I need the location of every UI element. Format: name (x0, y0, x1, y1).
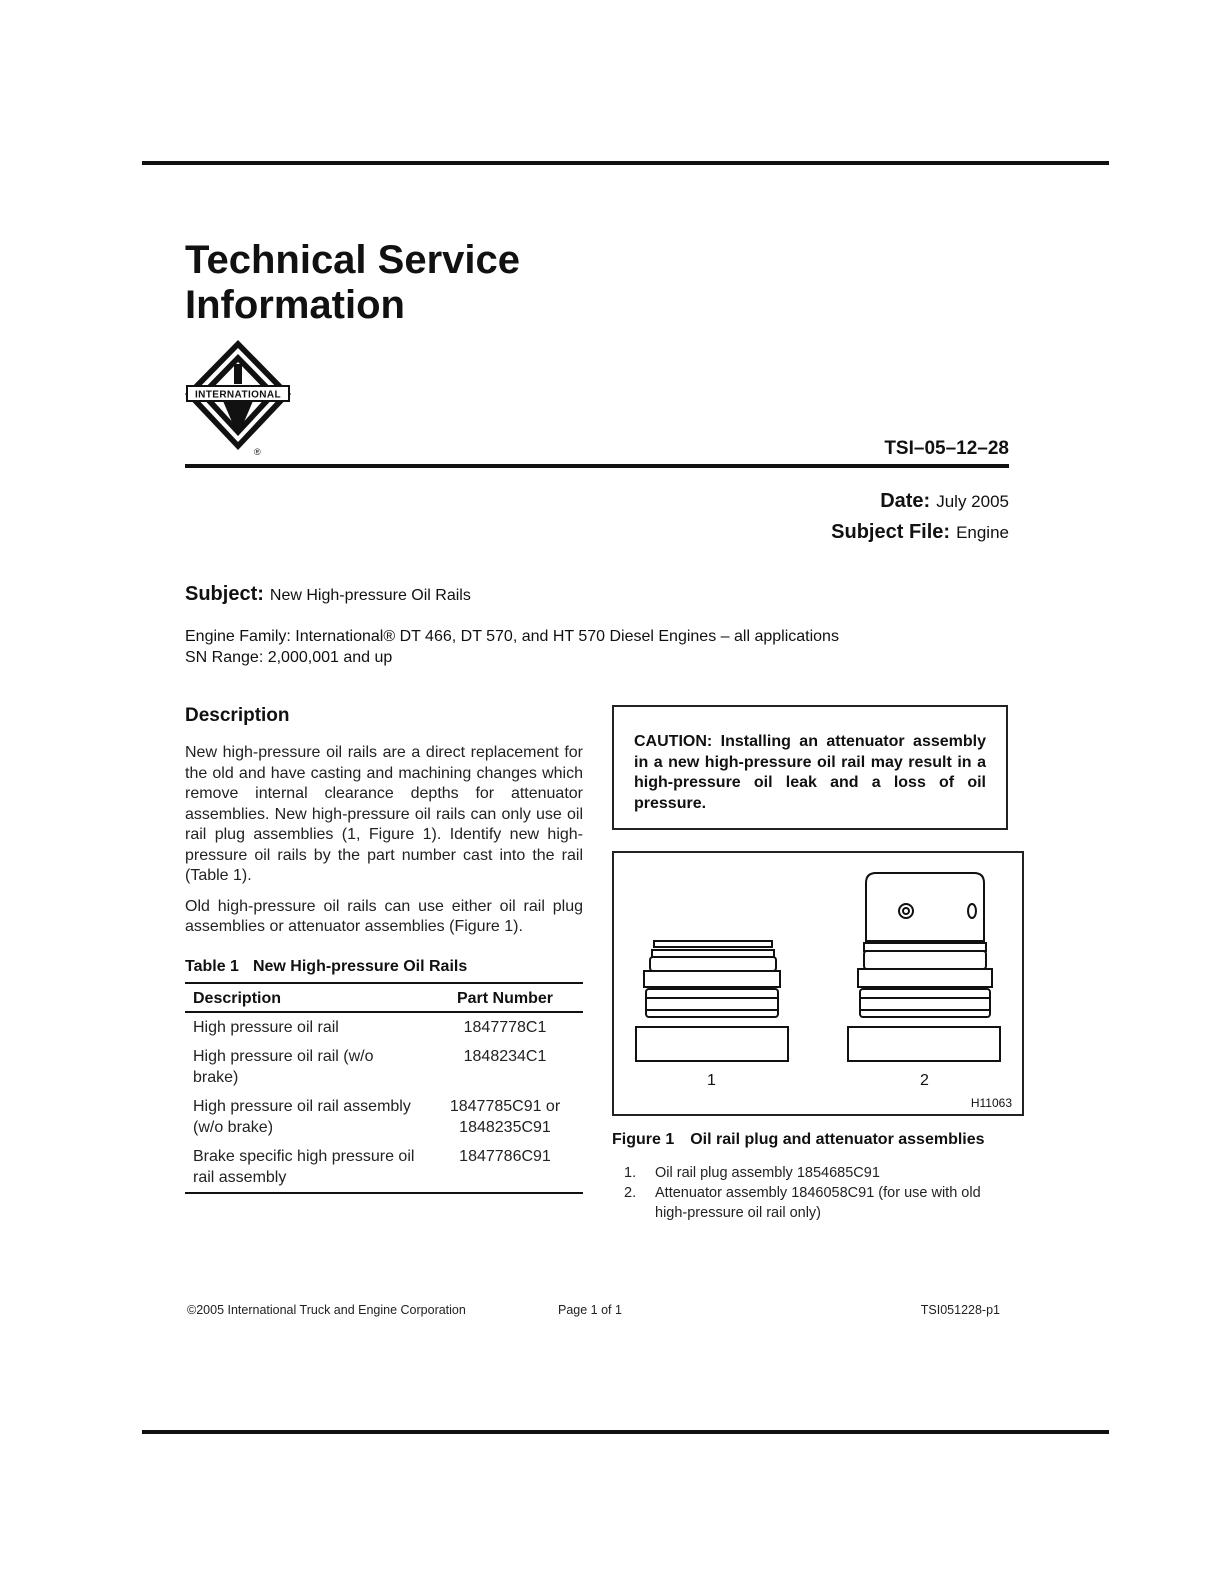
description-section (185, 705, 583, 1194)
row-part-number: 1847778C1 (463, 1018, 547, 1036)
footer-doc-code: TSI051228-p1 (920, 1303, 1000, 1317)
oil-rails-table (185, 982, 583, 1195)
figure-code: H11063 (970, 1096, 1012, 1110)
figure-caption-number: Figure 1 (612, 1131, 675, 1148)
page-title (185, 238, 520, 328)
row-description: High pressure oil rail assembly (w/o brake) (193, 1098, 411, 1136)
table-row (185, 1042, 583, 1092)
list-item (624, 1163, 1014, 1183)
header-rule (185, 464, 1009, 468)
table-caption-number: Table 1 (185, 957, 239, 975)
list-item-number: 2. (624, 1185, 637, 1201)
logo-registered-mark: ® (254, 447, 261, 457)
row-part-number: 1847786C91 (427, 1142, 583, 1193)
description-paragraph-2: Old high-pressure oil rails can use either oil rail plug assemblies or attenuator assemblies (Figure 1). (185, 897, 583, 935)
caution-box (612, 705, 1008, 830)
sn-range: SN Range: 2,000,001 and up (185, 649, 393, 666)
oil-rail-parts-illustration (614, 853, 1026, 1118)
list-item-text: Oil rail plug assembly 1854685C91 (655, 1165, 880, 1181)
engine-family: Engine Family: International® DT 466, DT 570, and HT 570 Diesel Engines – all applications (185, 628, 839, 645)
figure-caption-title: Oil rail plug and attenuator assemblies (690, 1131, 985, 1148)
table-row (185, 1012, 583, 1043)
list-item-number: 1. (624, 1165, 637, 1181)
figure-caption (612, 1131, 985, 1149)
date-value: July 2005 (936, 492, 1009, 511)
table-row (185, 1092, 583, 1142)
row-description: High pressure oil rail (w/o brake) (193, 1048, 374, 1086)
list-item (624, 1183, 1014, 1223)
header-part-number: Part Number (427, 983, 583, 1012)
table-caption-title: New High-pressure Oil Rails (252, 957, 468, 975)
subject-value: New High-pressure Oil Rails (269, 587, 471, 604)
subject-label: Subject: (185, 583, 264, 605)
date-line (880, 490, 1009, 513)
footer-copyright: ©2005 International Truck and Engine Corporation (187, 1303, 466, 1317)
row-part-number: 1847785C91 or 1848235C91 (449, 1098, 561, 1136)
header-description: Description (185, 983, 427, 1012)
subject-file-line (831, 521, 1009, 544)
table-caption (185, 958, 583, 976)
list-item-text: Attenuator assembly 1846058C91 (for use with old high-pressure oil rail only) (655, 1185, 981, 1221)
row-part-number: 1848234C1 (463, 1048, 547, 1065)
figure-label-1: 1 (707, 1072, 716, 1089)
row-description: Brake specific high pressure oil rail assembly (185, 1142, 427, 1193)
top-page-rule (142, 161, 1109, 165)
figure-label-2: 2 (920, 1072, 929, 1089)
title-line-2: Information (185, 283, 405, 327)
title-line-1: Technical Service (185, 238, 520, 282)
figure-legend-list (624, 1163, 1014, 1223)
row-description: High pressure oil rail (193, 1018, 339, 1036)
tsi-number: TSI–05–12–28 (884, 438, 1009, 459)
logo-wordmark: INTERNATIONAL (194, 389, 282, 401)
subject-file-value: Engine (956, 523, 1009, 542)
footer-page-number: Page 1 of 1 (558, 1303, 622, 1317)
figure-1 (612, 851, 1024, 1116)
caution-text: CAUTION: Installing an attenuator assembly in a new high-pressure oil rail may result in a high-pressure oil leak and a loss of oil pressure. (634, 733, 986, 812)
international-logo (183, 338, 295, 460)
attenuator-drawing (848, 873, 1000, 1061)
date-label: Date: (880, 490, 931, 512)
engine-info (185, 626, 839, 668)
description-paragraph-1: New high-pressure oil rails are a direct replacement for the old and have casting and machining changes which remove internal clearance depths for attenuator assemblies. New high-pressure oil rails can only use oil rail plug assemblies (1, Figure 1). Identify new high-pressure oil rails by the part number cast into the rail (Table 1). (185, 744, 583, 884)
bottom-page-rule (142, 1430, 1109, 1434)
description-heading: Description (185, 705, 290, 726)
oil-rail-plug-drawing (636, 941, 788, 1061)
table-header-row (185, 983, 583, 1012)
subject-file-label: Subject File: (831, 521, 951, 543)
subject-line (185, 583, 471, 606)
international-logo-icon (183, 338, 295, 460)
table-row (185, 1142, 583, 1193)
